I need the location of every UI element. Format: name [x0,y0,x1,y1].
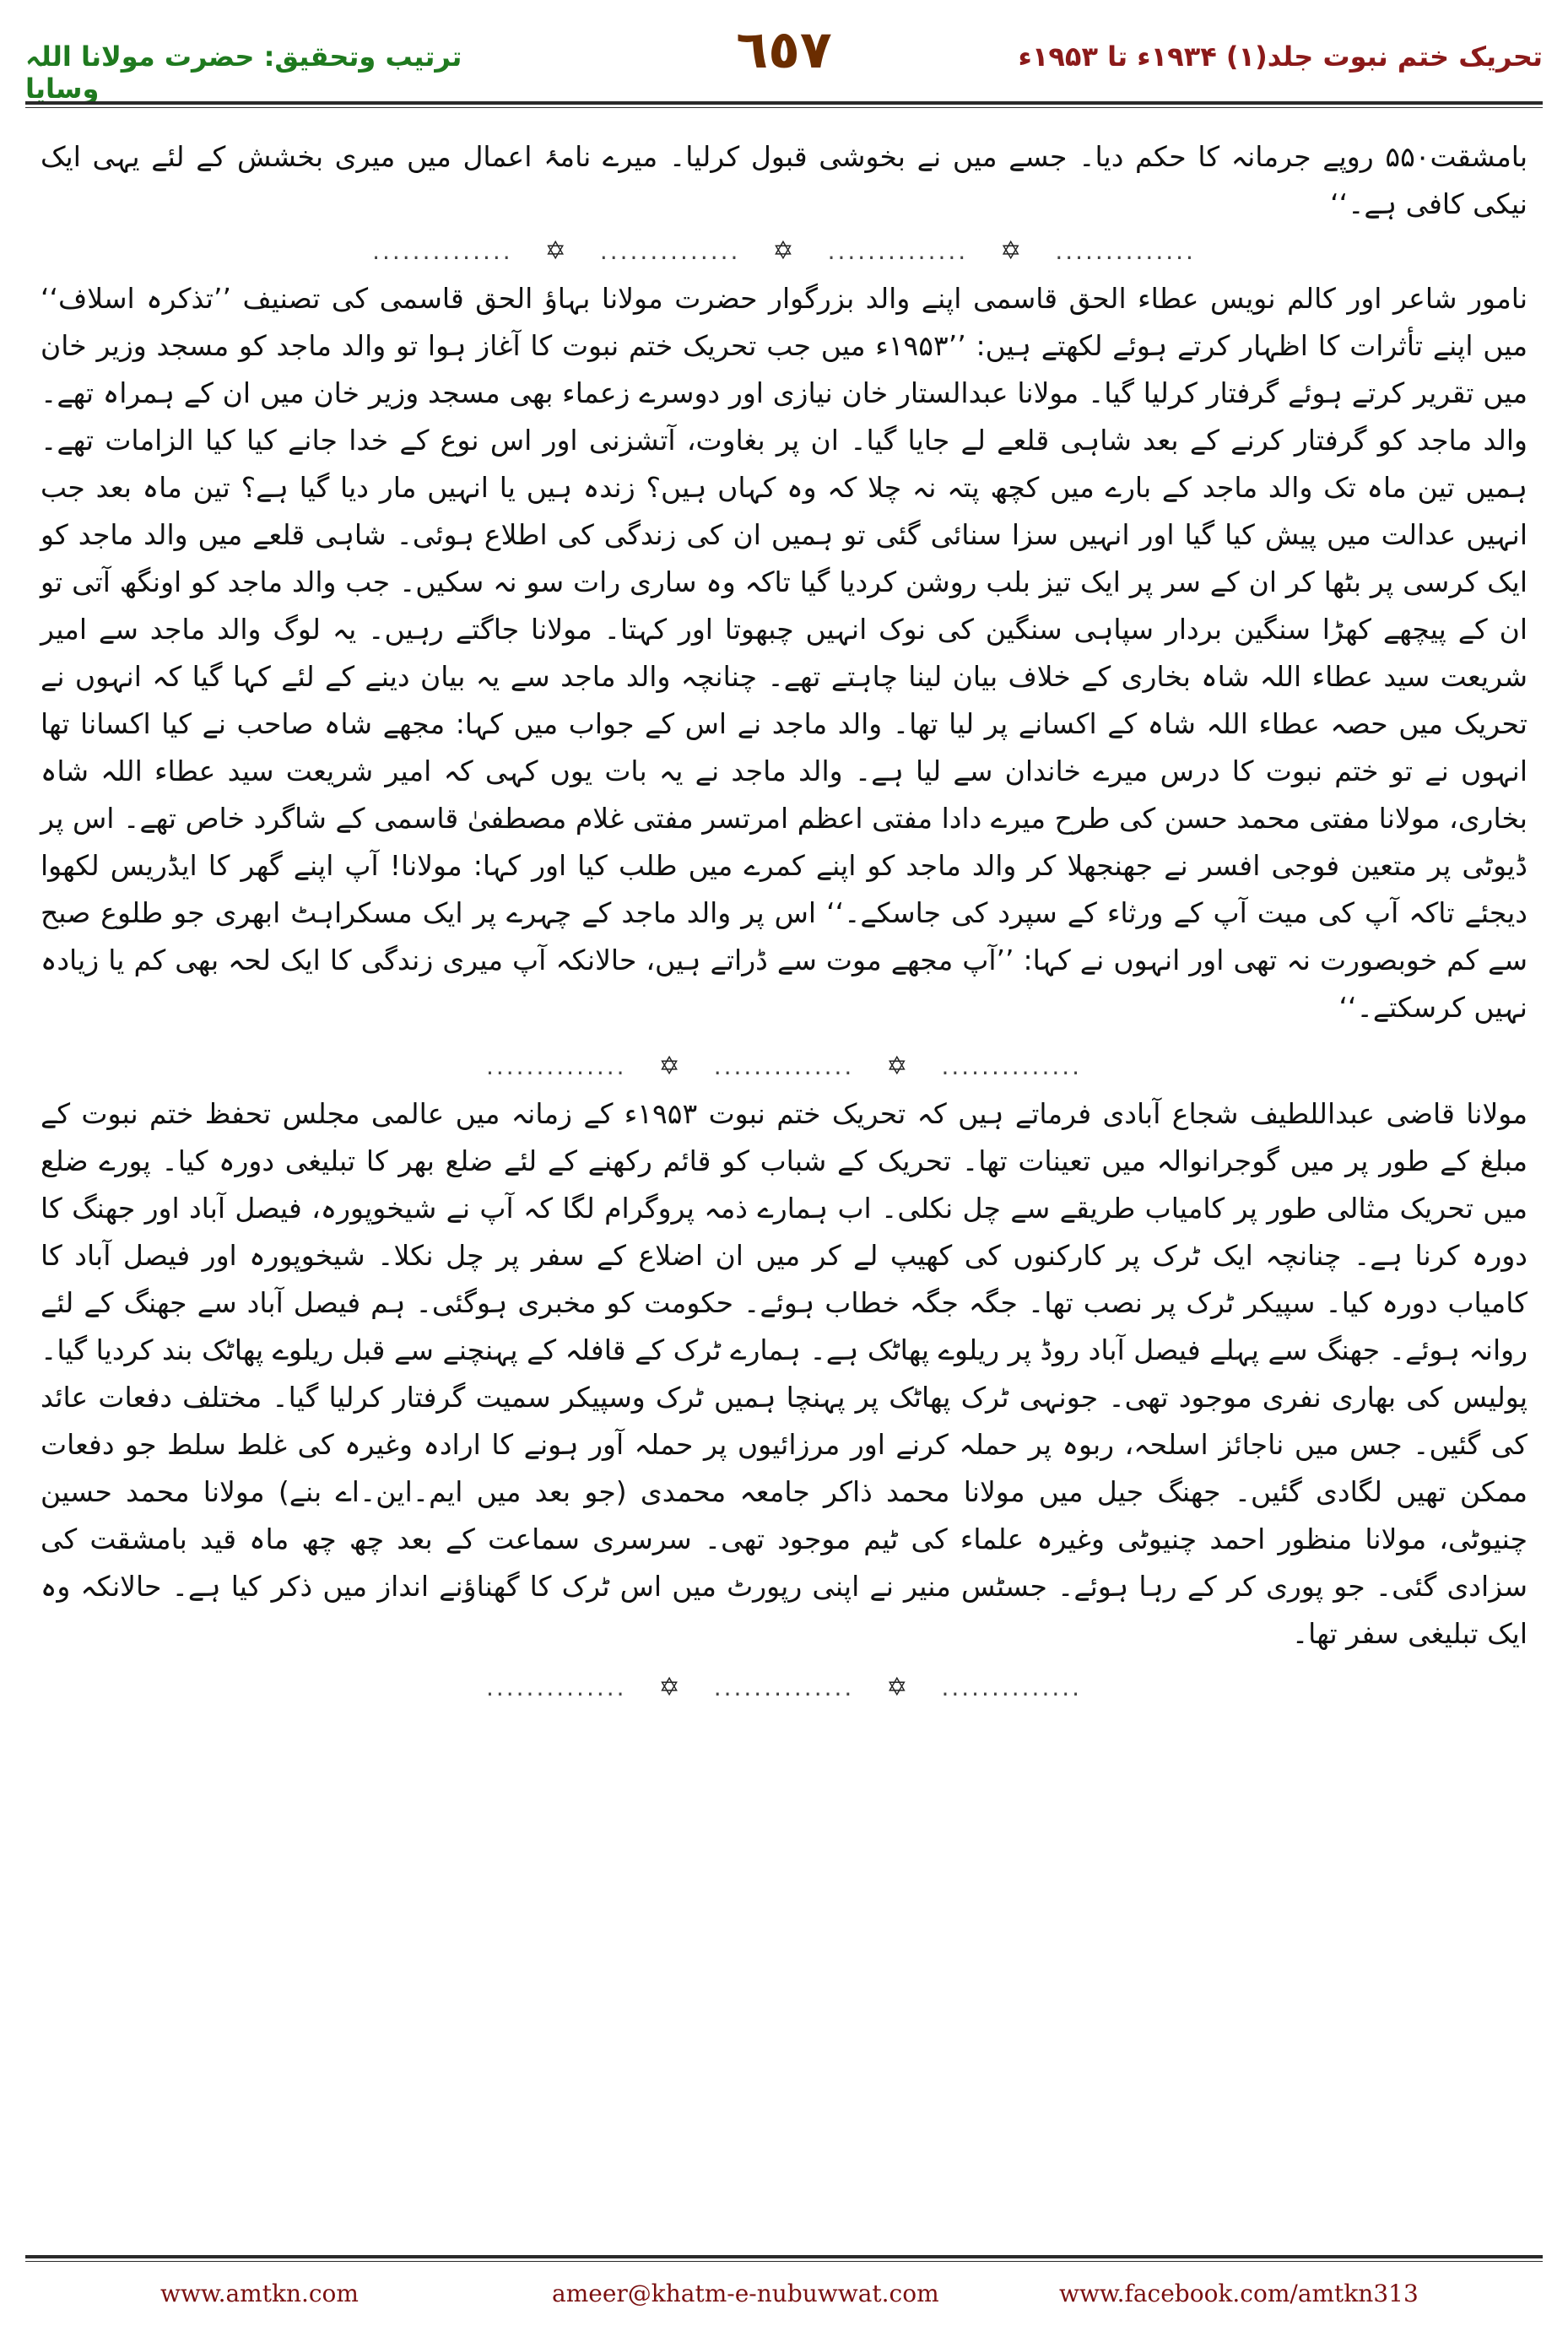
separator-dots: .............. [827,237,969,265]
page-footer [0,2273,1568,2315]
star-icon: ✡ [886,1673,910,1702]
star-icon: ✡ [658,1052,682,1081]
star-icon: ✡ [772,236,796,266]
compiler-credit: ترتیب وتحقیق: حضرت مولانا اللہ وسایا [25,41,462,105]
footer-divider [25,2255,1543,2262]
separator-dots: .............. [485,1674,627,1701]
separator-dots: .............. [372,237,513,265]
separator-dots: .............. [941,1052,1083,1080]
separator-dots: .............. [713,1052,855,1080]
header-divider [25,101,1543,108]
section-separator [41,228,1527,275]
separator-dots: .............. [485,1052,627,1080]
star-icon: ✡ [544,236,568,266]
star-icon: ✡ [886,1052,910,1081]
page-header [0,0,1568,105]
paragraph-2: نامور شاعر اور کالم نویس عطاء الحق قاسمی اپنے والد بزرگوار حضرت مولانا بہاؤ الحق قاسمی کی تصنیف ’’تذکرہ اسلاف‘‘ میں اپنے تأثرات کا اظہار کرتے ہوئے لکھتے ہیں: ’’۱۹۵۳ء میں جب تحریک ختم نبوت کا آغاز ہوا تو والد ماجد کو مسجد وزیر خان میں تقریر کرتے ہوئے گرفتار کرلیا گیا۔ مولانا عبدالستار خان نیازی اور دوسرے زعماء بھی مسجد وزیر خان میں ان کے ہمراہ تھے۔ والد ماجد کو گرفتار کرنے کے بعد شاہی قلعے لے جایا گیا۔ ان پر بغاوت، آتشزنی اور اس نوع کے خدا جانے کیا کیا الزامات تھے۔ ہمیں تین ماہ تک والد ماجد کے بارے میں کچھ پتہ نہ چلا کہ وہ کہاں ہیں؟ زندہ ہیں یا انہیں مار دیا گیا ہے؟ تین ماہ بعد جب انہیں عدالت میں پیش کیا گیا اور انہیں سزا سنائی گئی تو ہمیں ان کی زندگی کی اطلاع ہوئی۔ شاہی قلعے میں والد ماجد کو ایک کرسی پر بٹھا کر ان کے سر پر ایک تیز بلب روشن کردیا گیا تاکہ وہ ساری رات سو نہ سکیں۔ جب والد ماجد کو اونگھ آتی تو ان کے پیچھے کھڑا سنگین بردار سپاہی سنگین کی نوک انہیں چبھوتا اور کہتا۔ مولانا جاگتے رہیں۔ یہ لوگ والد ماجد سے امیر شریعت سید عطاء اللہ شاہ بخاری کے خلاف بیان لینا چاہتے تھے۔ چنانچہ والد ماجد سے یہ بیان دینے کے لئے کہا گیا کہ انہوں نے تحریک میں حصہ عطاء اللہ شاہ کے اکسانے پر لیا تھا۔ والد ماجد نے اس کے جواب میں کہا: مجھے شاہ صاحب نے کیا اکسانا تھا انہوں نے تو ختم نبوت کا درس میرے خاندان سے لیا ہے۔ والد ماجد نے یہ بات یوں کہی کہ امیر شریعت سید عطاء اللہ شاہ بخاری، مولانا مفتی محمد حسن کی طرح میرے دادا مفتی اعظم امرتسر مفتی غلام مصطفیٰ قاسمی کے شاگرد خاص تھے۔ اس پر ڈیوٹی پر متعین فوجی افسر نے جھنجھلا کر والد ماجد کو اپنے کمرے میں طلب کیا اور کہا: مولانا! آپ اپنے گھر کا ایڈریس لکھوا دیجئے تاکہ آپ کی میت آپ کے ورثاء کے سپرد کی جاسکے۔‘‘ اس پر والد ماجد کے چہرے پر ایک مسکراہٹ ابھری جو طلوع صبح سے کم خوبصورت نہ تھی اور انہوں نے کہا: ’’آپ مجھے موت سے ڈراتے ہیں، حالانکہ آپ میری زندگی کا ایک لحہ بھی کم یا زیادہ نہیں کرسکتے۔‘‘ [41,282,1528,1024]
website-link[interactable]: www.amtkn.com [160,2280,359,2307]
paragraph-3: مولانا قاضی عبداللطیف شجاع آبادی فرماتے ہیں کہ تحریک ختم نبوت ۱۹۵۳ء کے زمانہ میں عالمی مجلس تحفظ ختم نبوت کے مبلغ کے طور پر میں گوجرانوالہ میں تعینات تھا۔ تحریک کے شباب کو قائم رکھنے کے لئے ضلع بھر کا تبلیغی دورہ کیا۔ پورے ضلع میں تحریک مثالی طور پر کامیاب طریقے سے چل نکلی۔ اب ہمارے ذمہ پروگرام لگا کہ آپ نے شیخوپورہ، فیصل آباد اور جھنگ کا دورہ کرنا ہے۔ چنانچہ ایک ٹرک پر کارکنوں کی کھیپ لے کر میں ان اضلاع کے سفر پر چل نکلا۔ شیخوپورہ اور فیصل آباد کا کامیاب دورہ کیا۔ سپیکر ٹرک پر نصب تھا۔ جگہ جگہ خطاب ہوئے۔ حکومت کو مخبری ہوگئی۔ ہم فیصل آباد سے جھنگ کے لئے روانہ ہوئے۔ جھنگ سے پہلے فیصل آباد روڈ پر ریلوے پھاٹک ہے۔ ہمارے ٹرک کے قافلہ کے پہنچنے سے قبل ریلوے پھاٹک بند کردیا گیا۔ پولیس کی بھاری نفری موجود تھی۔ جونہی ٹرک پھاٹک پر پہنچا ہمیں ٹرک وسپیکر سمیت گرفتار کرلیا گیا۔ مختلف دفعات عائد کی گئیں۔ جس میں ناجائز اسلحہ، ربوہ پر حملہ کرنے اور مرزائیوں پر حملہ آور ہونے کا ارادہ وغیرہ کی غلط سلط جو دفعات ممکن تھیں لگادی گئیں۔ جھنگ جیل میں مولانا محمد ذاکر جامعہ محمدی (جو بعد میں ایم۔این۔اے بنے) مولانا محمد حسین چنیوٹی، مولانا منظور احمد چنیوٹی وغیرہ علماء کی ٹیم موجود تھی۔ سرسری سماعت کے بعد چھ چھ ماہ قید بامشقت کی سزادی گئی۔ جو پوری کر کے رہا ہوئے۔ جسٹس منیر نے اپنی رپورٹ میں اس ٹرک کا گھناؤنے انداز میں ذکر کیا ہے۔ حالانکہ وہ ایک تبلیغی سفر تھا۔ [41,1097,1527,1650]
separator-dots: .............. [599,237,741,265]
separator-dots: .............. [1055,237,1196,265]
facebook-link[interactable]: www.facebook.com/amtkn313 [1059,2280,1419,2307]
star-icon: ✡ [1000,236,1024,266]
page-number: ٦٥٧ [736,19,832,80]
page-body [41,133,1527,2226]
section-separator [41,1664,1527,1712]
section-separator [41,1043,1527,1090]
paragraph-1: بامشقت۵۵۰ روپے جرمانہ کا حکم دیا۔ جسے میں نے بخوشی قبول کرلیا۔ میرے نامۂ اعمال میں میری بخشش کے لئے یہی ایک نیکی کافی ہے۔‘‘ [41,140,1527,220]
book-title: تحریک ختم نبوت جلد(۱) ۱۹۳۴ء تا ۱۹۵۳ء [1018,41,1543,73]
star-icon: ✡ [658,1673,682,1702]
email-link[interactable]: ameer@khatm-e-nubuwwat.com [552,2280,939,2307]
separator-dots: .............. [941,1674,1083,1701]
separator-dots: .............. [713,1674,855,1701]
